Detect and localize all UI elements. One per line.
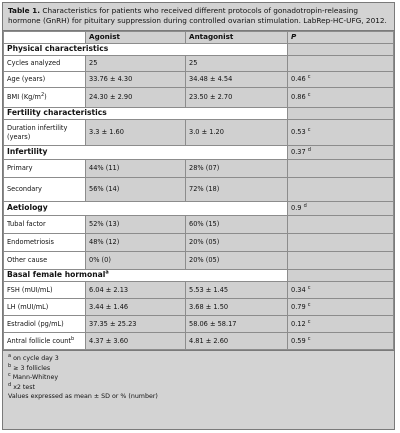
- footnote-marker: c: [8, 371, 11, 378]
- agonist-value: 44% (11): [86, 160, 186, 178]
- agonist-value: 4.37 ± 3.60: [86, 333, 186, 350]
- footnote-text: x2 test: [11, 383, 36, 391]
- p-value-superscript: c: [307, 284, 311, 291]
- table-row: [4, 178, 394, 202]
- table-row: [4, 56, 394, 72]
- row-label: Cycles analyzed: [7, 59, 61, 68]
- row-label: Antral follicle count: [7, 336, 72, 345]
- p-value: 0.59: [291, 336, 306, 345]
- footnote-text: ≥ 3 follicles: [11, 364, 51, 372]
- row-label: BMI (Kg/m: [7, 93, 41, 102]
- p-cell: [288, 88, 394, 108]
- agonist-value: 25: [86, 56, 186, 72]
- row-label-superscript: 2: [40, 92, 45, 99]
- agonist-value: 0% (0): [86, 252, 186, 270]
- table-caption: [3, 3, 394, 31]
- p-value-superscript: c: [307, 318, 311, 325]
- row-label: Physical characteristics: [7, 44, 109, 54]
- row-label-superscript: a: [105, 269, 109, 276]
- row-label-cell: [4, 72, 86, 88]
- p-cell: [288, 252, 394, 270]
- p-value: 0.34: [291, 285, 306, 294]
- agonist-value: 56% (14): [86, 178, 186, 202]
- antagonist-value: 5.53 ± 1.45: [186, 282, 288, 299]
- table-row: [4, 299, 394, 316]
- p-value-superscript: c: [307, 127, 311, 134]
- p-cell: [288, 270, 394, 282]
- table-row: [4, 120, 394, 146]
- row-label-cell: [4, 56, 86, 72]
- antagonist-value: 20% (05): [186, 252, 288, 270]
- footnote-marker: a: [8, 352, 12, 359]
- p-value-superscript: d: [307, 147, 311, 154]
- row-label-cell: [4, 216, 86, 234]
- p-cell: [288, 44, 394, 56]
- row-label: Primary: [7, 164, 33, 173]
- row-label-cell: [4, 178, 86, 202]
- p-value: 0.46: [291, 75, 306, 84]
- row-label: Fertility characteristics: [7, 108, 107, 118]
- row-label-cell: [4, 333, 86, 350]
- table-row: [4, 282, 394, 299]
- table-row: [4, 88, 394, 108]
- p-value: 0.9: [291, 204, 302, 213]
- footnote-marker: d: [8, 381, 12, 388]
- agonist-value: 37.35 ± 25.23: [86, 316, 186, 333]
- agonist-value: 24.30 ± 2.90: [86, 88, 186, 108]
- row-label: Age (years): [7, 75, 46, 84]
- p-cell: [288, 316, 394, 333]
- p-value-superscript: c: [307, 335, 311, 342]
- agonist-value: 33.76 ± 4.30: [86, 72, 186, 88]
- agonist-value: 48% (12): [86, 234, 186, 252]
- p-cell: [288, 120, 394, 146]
- section-row: [4, 108, 394, 120]
- row-label: Secondary: [7, 185, 42, 194]
- p-value-superscript: d: [303, 203, 307, 210]
- row-label: Basal female hormonal: [7, 270, 106, 280]
- antagonist-value: 72% (18): [186, 178, 288, 202]
- antagonist-value: 34.48 ± 4.54: [186, 72, 288, 88]
- footnote: [8, 392, 389, 402]
- antagonist-value: 28% (07): [186, 160, 288, 178]
- table-row: [4, 216, 394, 234]
- header-p: P: [288, 32, 394, 44]
- table-body: [4, 32, 394, 350]
- antagonist-value: 3.0 ± 1.20: [186, 120, 288, 146]
- section-row: [4, 146, 394, 160]
- row-label: Duration infertility (years): [7, 124, 68, 141]
- table-row: [4, 160, 394, 178]
- footnote-text: Mann-Whitney: [10, 374, 59, 381]
- footnote: [8, 383, 389, 393]
- table-figure: [2, 2, 395, 430]
- agonist-value: 3.3 ± 1.60: [86, 120, 186, 146]
- footnote-text: Values expressed as mean ± SD or % (number): [8, 393, 158, 400]
- row-label: Other cause: [7, 256, 48, 265]
- row-label: FSH (mUI/mL): [7, 285, 53, 294]
- row-label-suffix: ): [44, 93, 47, 102]
- row-label-cell: [4, 120, 86, 146]
- p-value: 0.37: [291, 148, 306, 157]
- section-header: [4, 270, 288, 282]
- antagonist-value: 25: [186, 56, 288, 72]
- row-label: Aetiology: [7, 203, 48, 213]
- p-cell: [288, 333, 394, 350]
- row-label: Infertility: [7, 147, 48, 157]
- row-label: LH (mUI/mL): [7, 302, 49, 311]
- p-cell: [288, 234, 394, 252]
- section-row: [4, 202, 394, 216]
- antagonist-value: 58.06 ± 58.17: [186, 316, 288, 333]
- p-value-superscript: c: [307, 74, 311, 81]
- table-row: [4, 333, 394, 350]
- footnote: [8, 373, 389, 383]
- table-row: [4, 72, 394, 88]
- table-row: [4, 234, 394, 252]
- p-cell: [288, 108, 394, 120]
- agonist-value: 52% (13): [86, 216, 186, 234]
- header-agonist: Agonist: [86, 32, 186, 44]
- table-notes: [3, 350, 394, 405]
- antagonist-value: 20% (05): [186, 234, 288, 252]
- agonist-value: 6.04 ± 2.13: [86, 282, 186, 299]
- p-value: 0.12: [291, 319, 306, 328]
- p-value: 0.53: [291, 128, 306, 137]
- caption-label: Table 1.: [8, 6, 41, 15]
- p-value-superscript: c: [307, 92, 311, 99]
- row-label-cell: [4, 234, 86, 252]
- row-label: Tubal factor: [7, 220, 46, 229]
- p-cell: [288, 72, 394, 88]
- antagonist-value: 4.81 ± 2.60: [186, 333, 288, 350]
- row-label-cell: [4, 282, 86, 299]
- row-label-cell: [4, 88, 86, 108]
- section-header: [4, 108, 288, 120]
- antagonist-value: 23.50 ± 2.70: [186, 88, 288, 108]
- header-antagonist: Antagonist: [186, 32, 288, 44]
- characteristics-table: [3, 31, 394, 350]
- p-cell: [288, 202, 394, 216]
- p-value: 0.86: [291, 93, 306, 102]
- row-label-cell: [4, 316, 86, 333]
- section-header: [4, 146, 288, 160]
- row-label: Endometriosis: [7, 238, 54, 247]
- header-label-cell: [4, 32, 86, 44]
- p-value: 0.79: [291, 302, 306, 311]
- caption-text: Characteristics for patients who received different protocols of gonadotropin-releasing hormone (GnRH) for pituitary suppression during controlled ovarian stimulation. LabRep-HC-UFG, 2012.: [8, 6, 387, 25]
- p-cell: [288, 216, 394, 234]
- section-header: [4, 44, 288, 56]
- table-row: [4, 252, 394, 270]
- agonist-value: 3.44 ± 1.46: [86, 299, 186, 316]
- row-label-cell: [4, 160, 86, 178]
- footnote-marker: b: [8, 362, 12, 369]
- row-label-cell: [4, 252, 86, 270]
- footnote-text: on cycle day 3: [11, 355, 59, 362]
- footnote: [8, 354, 389, 364]
- p-cell: [288, 178, 394, 202]
- p-cell: [288, 282, 394, 299]
- table-row: [4, 316, 394, 333]
- p-cell: [288, 160, 394, 178]
- p-cell: [288, 299, 394, 316]
- section-header: [4, 202, 288, 216]
- header-row: [4, 32, 394, 44]
- p-value-superscript: c: [307, 301, 311, 308]
- row-label-cell: [4, 299, 86, 316]
- section-row: [4, 44, 394, 56]
- p-cell: [288, 56, 394, 72]
- footnote: [8, 364, 389, 374]
- row-label-superscript: b: [71, 335, 75, 342]
- antagonist-value: 3.68 ± 1.50: [186, 299, 288, 316]
- p-cell: [288, 146, 394, 160]
- antagonist-value: 60% (15): [186, 216, 288, 234]
- section-row: [4, 270, 394, 282]
- row-label: Estradiol (pg/mL): [7, 319, 64, 328]
